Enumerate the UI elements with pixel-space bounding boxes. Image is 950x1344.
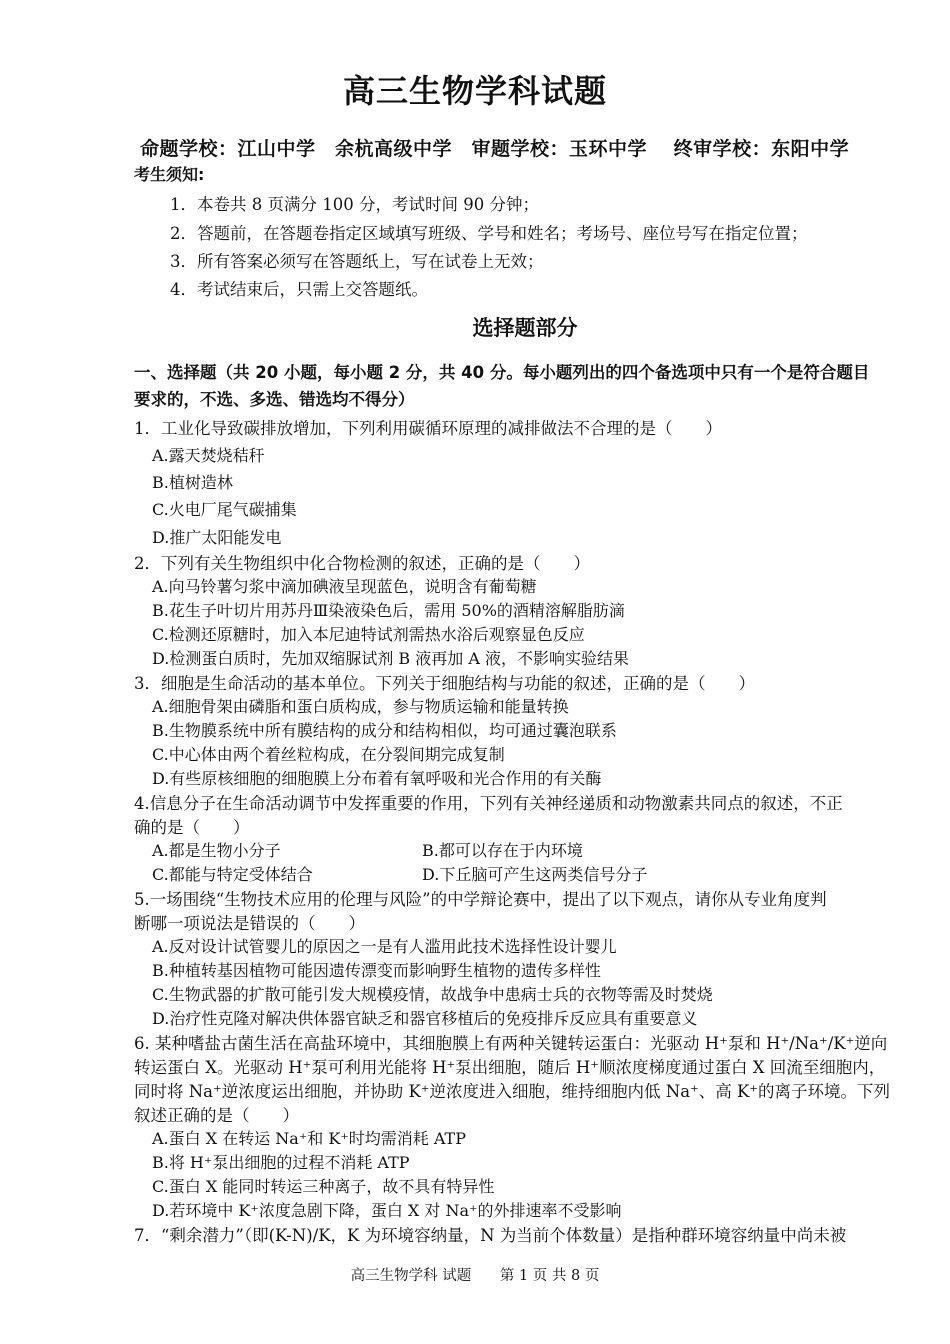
question-stem: 断哪一项说法是错误的（ ）: [134, 914, 365, 933]
question-option: D.推广太阳能发电: [152, 528, 282, 547]
question-option: B.花生子叶切片用苏丹Ⅲ染液染色后，需用 50%的酒精溶解脂肪滴: [152, 601, 625, 620]
section-instructions: 一、选择题（共 20 小题，每小题 2 分，共 40 分。每小题列出的四个备选项中只有一个是符合题目: [134, 363, 870, 382]
notice-item: 4．考试结束后，只需上交答题纸。: [170, 280, 428, 299]
question-stem: 叙述正确的是（ ）: [134, 1106, 299, 1125]
question-option: A.都是生物小分子: [152, 841, 281, 860]
footer-subject: 高三生物学科 试题: [350, 1268, 472, 1284]
question-stem: 2．下列有关生物组织中化合物检测的叙述，正确的是（ ）: [134, 554, 590, 573]
notice-item: 1．本卷共 8 页满分 100 分，考试时间 90 分钟；: [170, 195, 539, 214]
question-option: B.种植转基因植物可能因遗传漂变而影响野生植物的遗传多样性: [152, 961, 601, 980]
question-option: C.检测还原糖时，加入本尼迪特试剂需热水浴后观察显色反应: [152, 625, 585, 644]
question-stem: 6. 某种嗜盐古菌生活在高盐环境中，其细胞膜上有两种关键转运蛋白：光驱动 H⁺泵和 H⁺/Na⁺/K⁺逆向: [134, 1034, 888, 1053]
question-option: D.治疗性克隆对解决供体器官缺乏和器官移植后的免疫排斥反应具有重要意义: [152, 1009, 698, 1028]
question-option: A.向马铃薯匀浆中滴加碘液呈现蓝色，说明含有葡萄糖: [152, 577, 537, 596]
question-option: B.都可以存在于内环境: [422, 841, 583, 860]
question-option: A.蛋白 X 在转运 Na⁺和 K⁺时均需消耗 ATP: [152, 1129, 466, 1148]
section-title: 选择题部分: [472, 316, 578, 340]
page-footer: [0, 1264, 950, 1285]
question-option: C.中心体由两个着丝粒构成，在分裂间期完成复制: [152, 745, 505, 764]
question-stem: 3．细胞是生命活动的基本单位。下列关于细胞结构与功能的叙述，正确的是（ ）: [134, 674, 755, 693]
question-stem: 5.一场围绕“生物技术应用的伦理与风险”的中学辩论赛中，提出了以下观点，请你从专业角度判: [134, 890, 827, 909]
question-stem: 7．“剩余潜力”（即(K-N)/K，K 为环境容纳量，N 为当前个体数量）是指种群环境容纳量中尚未被: [134, 1226, 847, 1245]
school-credits: 命题学校：江山中学 余杭高级中学 审题学校：玉环中学 终审学校：东阳中学: [140, 138, 850, 160]
page-title: 高三生物学科试题: [342, 72, 607, 110]
question-option: D.检测蛋白质时，先加双缩脲试剂 B 液再加 A 液，不影响实验结果: [152, 649, 630, 668]
notice-item: 3．所有答案必须写在答题纸上，写在试卷上无效；: [170, 252, 544, 271]
question-stem: 转运蛋白 X。光驱动 H⁺泵可利用光能将 H⁺泵出细胞，随后 H⁺顺浓度梯度通过蛋白 X 回流至细胞内，: [134, 1058, 886, 1077]
question-option: A.细胞骨架由磷脂和蛋白质构成，参与物质运输和能量转换: [152, 697, 569, 716]
question-option: C.火电厂尾气碳捕集: [152, 500, 297, 519]
question-option: C.生物武器的扩散可能引发大规模疫情，故战争中患病士兵的衣物等需及时焚烧: [152, 985, 713, 1004]
notice-heading: 考生须知:: [134, 165, 205, 184]
question-option: D.下丘脑可产生这两类信号分子: [422, 865, 648, 884]
question-option: B.生物膜系统中所有膜结构的成分和结构相似，均可通过囊泡联系: [152, 721, 617, 740]
question-stem: 确的是（ ）: [134, 818, 250, 837]
section-instructions: 要求的，不选、多选、错选均不得分）: [134, 390, 415, 409]
question-option: B.将 H⁺泵出细胞的过程不消耗 ATP: [152, 1153, 410, 1172]
question-option: C.都能与特定受体结合: [152, 865, 313, 884]
question-option: C.蛋白 X 能同时转运三种离子，故不具有特异性: [152, 1177, 495, 1196]
question-stem: 同时将 Na⁺逆浓度运出细胞，并协助 K⁺逆浓度进入细胞，维持细胞内低 Na⁺、高 K⁺的离子环境。下列: [134, 1082, 891, 1101]
question-stem: 1．工业化导致碳排放增加，下列利用碳循环原理的减排做法不合理的是（ ）: [134, 419, 722, 438]
question-option: B.植树造林: [152, 473, 233, 492]
footer-page-number: 第 1 页 共 8 页: [499, 1268, 600, 1284]
question-option: A.露天焚烧秸秆: [152, 446, 265, 465]
question-option: D.若环境中 K⁺浓度急剧下降，蛋白 X 对 Na⁺的外排速率不受影响: [152, 1201, 622, 1220]
question-option: D.有些原核细胞的细胞膜上分布着有氧呼吸和光合作用的有关酶: [152, 769, 602, 788]
question-stem: 4.信息分子在生命活动调节中发挥重要的作用，下列有关神经递质和动物激素共同点的叙述，不正: [134, 794, 843, 813]
question-option: A.反对设计试管婴儿的原因之一是有人滥用此技术选择性设计婴儿: [152, 937, 617, 956]
notice-item: 2．答题前，在答题卷指定区域填写班级、学号和姓名；考场号、座位号写在指定位置；: [170, 224, 808, 243]
